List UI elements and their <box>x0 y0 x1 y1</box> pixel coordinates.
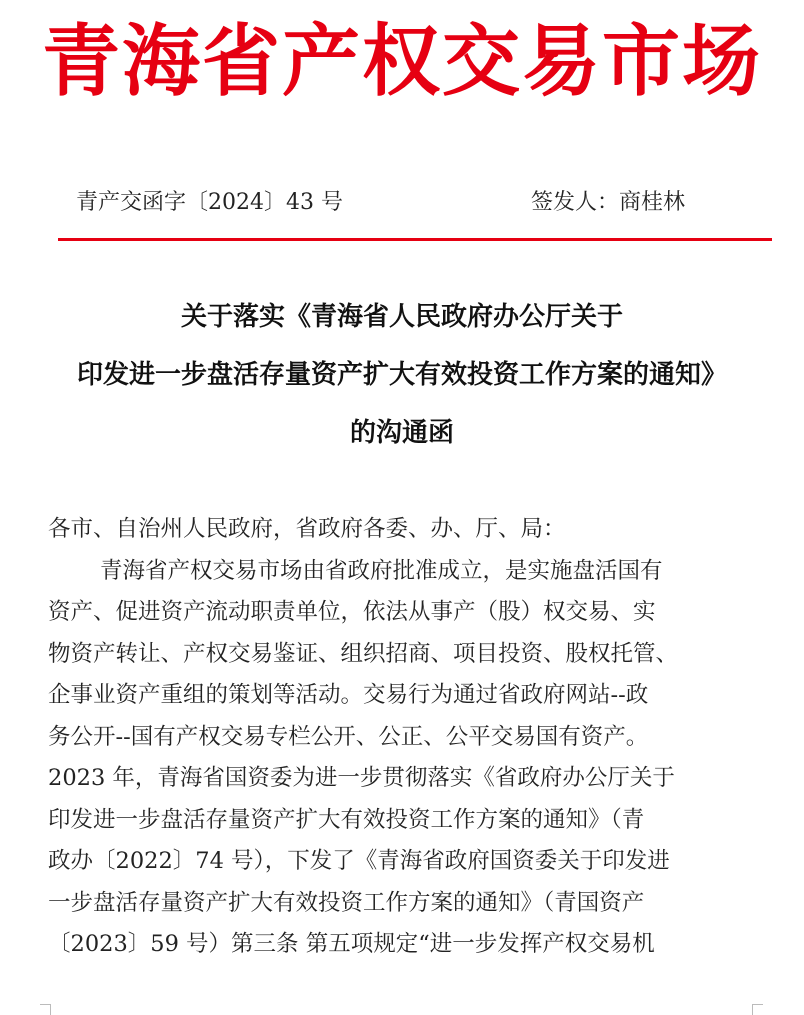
body-line: 一步盘活存量资产扩大有效投资工作方案的通知》（青国资产 <box>48 889 645 916</box>
signer-label: 签发人：商桂林 <box>531 190 686 215</box>
body-line: 资产、促进资产流动职责单位，依法从事产（股）权交易、实 <box>48 599 656 625</box>
document-title <box>0 288 804 462</box>
body-line: 务公开--国有产权交易专栏公开、公正、公平交易国有资产。 <box>48 723 649 750</box>
body-line: 〔2023〕59 号）第三条 第五项规定“进一步发挥产权交易机 <box>48 931 655 957</box>
body-line: 政办〔2022〕74 号），下发了《青海省政府国资委关于印发进 <box>48 848 670 874</box>
document-number: 青产交函字〔2024〕43 号 <box>76 190 343 215</box>
title-line-1: 关于落实《青海省人民政府办公厅关于 <box>180 302 623 332</box>
body-line: 青海省产权交易市场由省政府批准成立，是实施盘活国有 <box>100 557 663 584</box>
body-line: 物资产转让、产权交易鉴证、组织招商、项目投资、股权托管、 <box>48 640 679 667</box>
document-meta-row <box>76 185 736 221</box>
salutation: 各市、自治州人民政府，省政府各委、办、厅、局： <box>48 516 566 542</box>
body-line: 企事业资产重组的策划等活动。交易行为通过省政府网站--政 <box>48 682 649 708</box>
letterhead-org-name: 青海省产权交易市场 <box>41 17 762 107</box>
page-corner-mark-right <box>752 1004 763 1015</box>
body-line: 2023 年，青海省国资委为进一步贯彻落实《省政府办公厅关于 <box>48 765 675 791</box>
title-line-3: 的沟通函 <box>349 418 454 448</box>
letterhead-divider-rule <box>58 238 772 241</box>
body-line: 印发进一步盘活存量资产扩大有效投资工作方案的通知》（青 <box>48 806 645 833</box>
page-corner-mark-left <box>40 1004 51 1015</box>
title-line-2: 印发进一步盘活存量资产扩大有效投资工作方案的通知》 <box>76 360 727 390</box>
document-body <box>48 509 768 966</box>
